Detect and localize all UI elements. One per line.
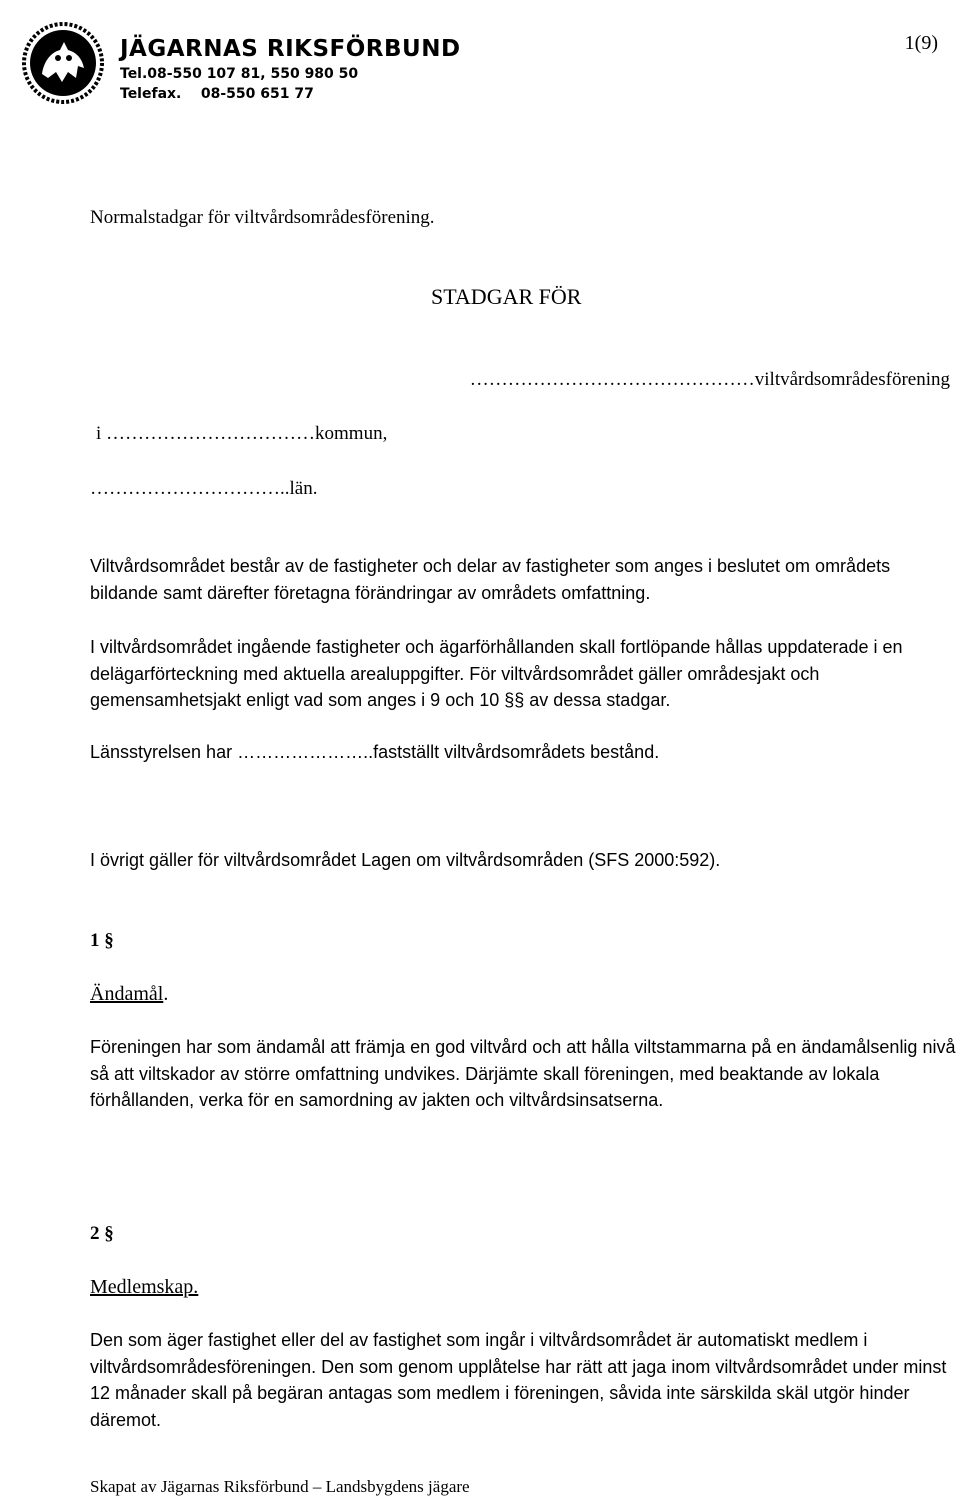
fill-line-county: …………………………..län. [90, 478, 318, 499]
section-2-number: 2 § [90, 1223, 114, 1244]
section-1-heading-text: Ändamål [90, 983, 164, 1005]
fill-line-municipality: i ……………………………kommun, [96, 423, 388, 444]
logo-emblem [22, 22, 104, 104]
section-1-body: Föreningen har som ändamål att främja en god viltvård och att hålla viltstammarna på en ändamålsenlig nivå så att viltskador av större omfattning undvikes. Därjämte skall föreningen, med beaktande av lokala förhållanden, verka för en samordning av jakten och viltvårdsinsatserna. [90, 1037, 956, 1110]
org-fax: Telefax. 08-550 651 77 [120, 86, 314, 102]
org-phone: Tel.08-550 107 81, 550 980 50 [120, 66, 359, 82]
section-2-heading [90, 1274, 198, 1301]
fill-line-association: ………………………………………viltvårdsområdesförening [469, 369, 950, 390]
section-1-heading-end: . [163, 983, 169, 1005]
section-1-number: 1 § [90, 930, 114, 951]
hunting-emblem-icon [22, 22, 104, 104]
doc-subtitle: Normalstadgar för viltvårdsområdesförening. [90, 207, 435, 228]
section-1-heading [90, 981, 168, 1008]
section-2-body: Den som äger fastighet eller del av fastighet som ingår i viltvårdsområdet är automatiskt medlem i viltvårdsområdesföreningen. Den som genom upplåtelse har rätt att jaga inom viltvårdsområdet under minst 12 månader skall på begäran antagas som medlem i föreningen, såvida inte särskilda skäl utgör hinder däremot. [90, 1330, 947, 1430]
intro-paragraph-2: I viltvårdsområdet ingående fastigheter och ägarförhållanden skall fortlöpande hållas uppdaterade i en delägarförteckning med aktuella arealuppgifter. För viltvårdsområdet gäller områdesjakt och gemensamhetsjakt enligt vad som anges i 9 och 10 §§ av dessa stadgar. [90, 637, 903, 710]
intro-paragraph-4: I övrigt gäller för viltvårdsområdet Lagen om viltvårdsområden (SFS 2000:592). [90, 850, 721, 870]
org-name: JÄGARNAS RIKSFÖRBUND [120, 36, 461, 62]
page-number: 1(9) [904, 32, 938, 54]
doc-title: STADGAR FÖR [431, 284, 582, 309]
page-footer: Skapat av Jägarnas Riksförbund – Landsbygdens jägare [90, 1477, 470, 1496]
intro-paragraph-3: Länsstyrelsen har …………………..fastställt viltvårdsområdets bestånd. [90, 742, 660, 762]
intro-paragraph-1: Viltvårdsområdet består av de fastigheter och delar av fastigheter som anges i beslutet om områdets bildande samt därefter företagna förändringar av områdets omfattning. [90, 556, 891, 603]
section-2-heading-text: Medlemskap. [90, 1276, 199, 1298]
